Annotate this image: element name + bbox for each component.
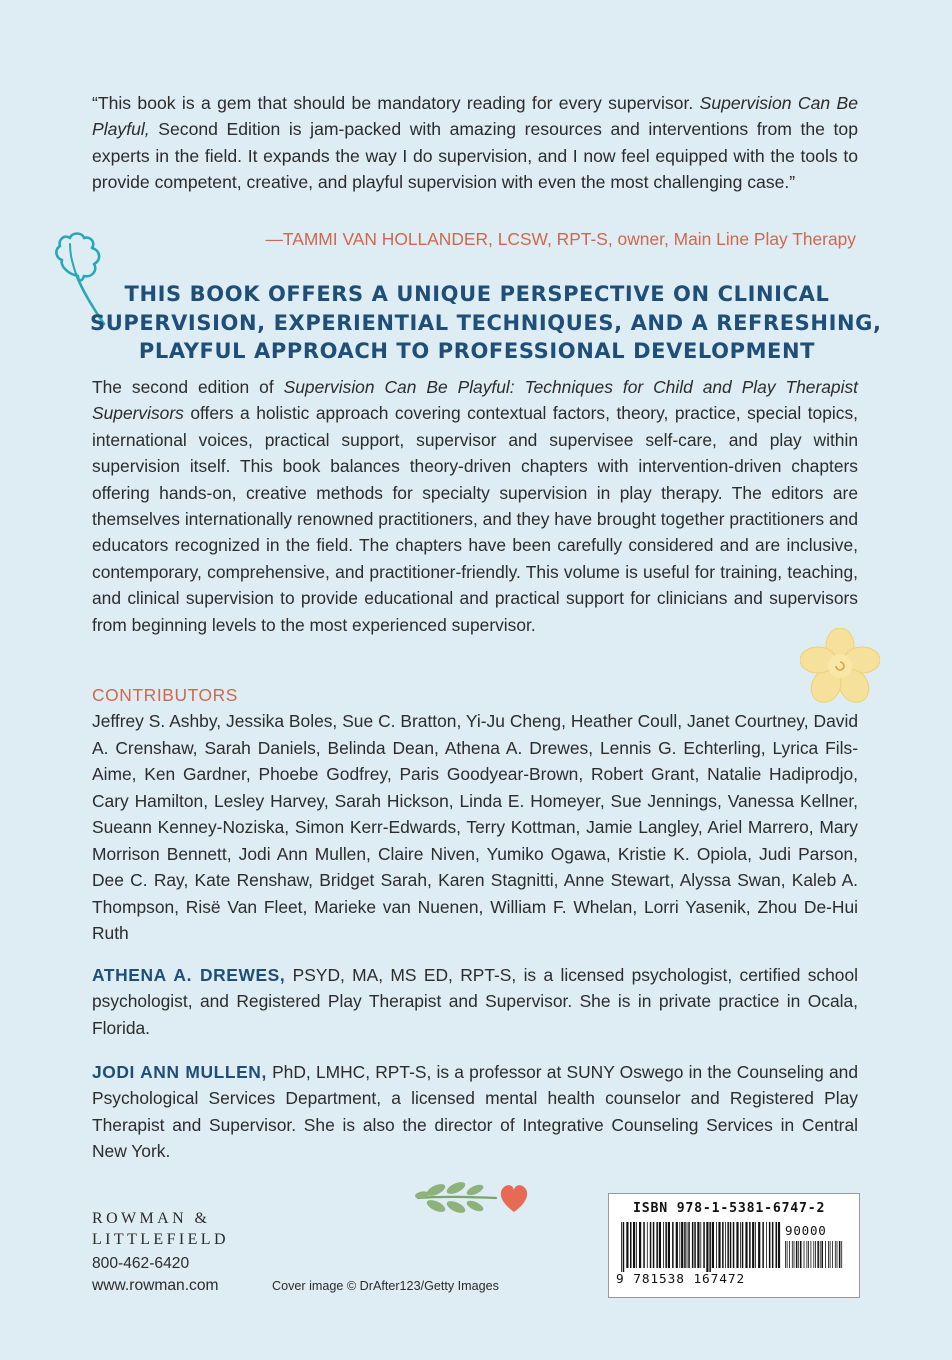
barcode-bar [736,1222,738,1268]
publisher-website: www.rowman.com [92,1277,219,1294]
barcode-bar [837,1241,838,1268]
quote-part1: “This book is a gem that should be mandatory reading for every supervisor. [92,93,694,113]
barcode-bar [742,1222,744,1268]
headline-line-2: SUPERVISION, EXPERIENTIAL TECHNIQUES, AND A REFRESHING, [90,310,882,335]
barcode-bar [789,1241,790,1268]
quote-part2: Second Edition is jam-packed with amazing resources and interventions from the top experts in the field. It expands the way I do supervision, and I now feel equipped with the tools to provide competent, creative, and playful supervision with even the most challenging case.” [92,119,858,193]
barcode-main [621,1222,781,1272]
barcode-bar [796,1241,798,1268]
barcode-bar [804,1241,805,1268]
barcode-bar [679,1222,680,1268]
cover-credit: Cover image © DrAfter123/Getty Images [272,1279,499,1293]
barcode-bar [706,1222,708,1272]
barcode-bar [733,1222,735,1268]
barcode-bar [626,1222,628,1268]
headline [90,280,882,366]
barcode-bar [647,1222,648,1268]
headline-line-3: PLAYFUL APPROACH TO PROFESSIONAL DEVELOPMENT [138,339,816,363]
barcode-bar [665,1222,667,1268]
quote-attribution: —TAMMI VAN HOLLANDER, LCSW, RPT-S, owner, Main Line Play Therapy [265,229,856,249]
barcode-bar [672,1222,674,1268]
barcode-bar [740,1222,741,1268]
barcode-bar [653,1222,655,1268]
barcode-bar [769,1222,771,1268]
barcode-bar [630,1222,632,1268]
barcode-bar [822,1241,824,1268]
description [92,374,858,638]
barcode-bar [758,1222,760,1268]
description-part1: The second edition of [92,377,274,397]
barcode-bar [659,1222,661,1268]
barcode-bar [722,1222,724,1268]
barcode-bar [841,1241,842,1268]
publisher-logo [92,1208,229,1250]
branch-heart-icon [414,1176,536,1222]
barcode-bar [825,1241,826,1268]
barcode-bar [621,1222,622,1272]
barcode-bar [656,1222,658,1268]
barcode-bar [828,1241,829,1268]
barcode-bar [681,1222,683,1268]
barcode-bar [830,1241,831,1268]
barcode-bar [730,1222,732,1268]
barcode-bar [813,1241,814,1268]
barcode-bar [794,1241,795,1268]
barcode-bar [725,1222,726,1268]
barcode-bar [800,1241,802,1268]
barcode-bar [752,1222,754,1268]
barcode-bar [636,1222,637,1268]
barcode-bar [749,1222,751,1268]
bio-mullen [92,1059,858,1165]
barcode-bar [745,1222,747,1268]
barcode-bar [700,1222,701,1268]
headline-line-1: THIS BOOK OFFERS A UNIQUE PERSPECTIVE ON CLINICAL [124,282,830,306]
endorsement-quote [92,90,858,196]
barcode-bar [839,1241,841,1268]
barcode-bar [832,1241,833,1268]
publisher-line-1: ROWMAN & [92,1210,211,1227]
description-part2: offers a holistic approach covering contextual factors, theory, practice, special topics, international voices, practical support, supervisor and supervisee self-care, and play within supervision itself. This book balances theory-driven chapters with intervention-driven chapters offering hands-on, creative methods for specialty supervision in play therapy. The editors are themselves internationally renowned practitioners, and they have brought together practitioners and educators recognized in the field. The chapters have been carefully considered and are inclusive, contemporary, comprehensive, and practitioner-friendly. This volume is useful for training, teaching, and clinical supervision to provide educational and practical support for clinicians and supervisors from beginning levels to the most experienced supervisor. [92,403,858,635]
barcode-bar [692,1222,694,1268]
barcode-bar [820,1241,821,1268]
barcode-bar [663,1222,664,1268]
publisher-line-2: LITTLEFIELD [92,1231,229,1248]
barcode-digits: 9 781538 167472 [616,1272,746,1287]
barcode-bar [633,1222,635,1268]
barcode-bar [709,1222,711,1272]
barcode-bar [668,1222,670,1268]
barcode-bar [766,1222,767,1268]
barcode-bar [808,1241,809,1268]
barcode-bar [687,1222,688,1268]
barcode-bar [755,1222,756,1268]
contributors-list: Jeffrey S. Ashby, Jessika Boles, Sue C. Bratton, Yi-Ju Cheng, Heather Coull, Janet Courtney, David A. Crenshaw, Sarah Daniels, Belinda Dean, Athena A. Drewes, Lennis G. Echterling, Lyrica Fils-Aime, Ken Gardner, Phoebe Godfrey, Paris Goodyear-Brown, Robert Grant, Natalie Hadiprodjo, Cary Hamilton, Lesley Harvey, Sarah Hickson, Linda E. Homeyer, Sue Jennings, Vanessa Kellner, Sueann Kenney-Noziska, Simon Kerr-Edwards, Terry Kottman, Jamie Langley, Ariel Marrero, Mary Morrison Bennett, Jodi Ann Mullen, Claire Niven, Yumiko Ogawa, Kristie K. Opiola, Judi Parson, Dee C. Ray, Kate Renshaw, Bridget Sarah, Karen Stagnitti, Anne Stewart, Alyssa Swan, Kaleb A. Thompson, Risë Van Fleet, Marieke van Nuenen, William F. Whelan, Lorri Yasenik, Zhou De-Hui Ruth [92,711,858,943]
barcode-bar [688,1222,690,1268]
barcode-bar [643,1222,645,1268]
barcode-bar [778,1222,780,1268]
barcode-bar [787,1241,788,1268]
barcode-bar [623,1222,625,1272]
barcode-bar [716,1222,717,1268]
barcode-bar [815,1241,816,1268]
bio-text: PhD, LMHC, RPT-S, is a professor at SUNY Oswego in the Counseling and Psychological Services Department, a licensed mental health counselor and Registered Play Therapist and Supervisor. She is also the director of Integrative Counseling Services in Central New York. [92,1062,858,1162]
barcode-bar [650,1222,652,1268]
barcode-bar [712,1222,714,1268]
barcode-bar [835,1241,836,1268]
barcode-bar [703,1222,705,1268]
bio-text: PSYD, MA, MS ED, RPT-S, is a licensed psychologist, certified school psychologist, and Registered Play Therapist and Supervisor. She is in private practice in Ocala, Florida. [92,965,858,1038]
barcode-bar [792,1241,793,1268]
barcode-bar [697,1222,699,1268]
barcode-addon-digits: 90000 [785,1223,827,1238]
quote-book-title: Supervision Can Be Playful, [92,93,858,140]
barcode-bar [639,1222,641,1268]
publisher-phone: 800-462-6420 [92,1255,190,1272]
isbn-label: ISBN 978-1-5381-6747-2 [633,1201,826,1216]
barcode-bar [807,1241,808,1268]
bio-drewes [92,962,858,1041]
barcode-bar [772,1222,774,1268]
barcode-bar [684,1222,686,1268]
description-book-title: Supervision Can Be Playful: Techniques for Child and Play Therapist Supervisors [92,377,858,424]
barcode-bar [762,1222,764,1268]
contributors-heading: CONTRIBUTORS [92,685,239,705]
barcode-bar [811,1241,812,1268]
barcode-bar [817,1241,819,1268]
barcode-bar [694,1222,696,1268]
bio-name: JODI ANN MULLEN, [92,1062,267,1082]
barcode-bar [718,1222,720,1268]
barcode-bar [676,1222,678,1268]
bio-name: ATHENA A. DREWES, [92,965,286,985]
barcode-bar [798,1241,799,1268]
barcode-bar [776,1222,778,1268]
barcode-bar [727,1222,729,1268]
flower-icon [800,628,880,704]
barcode-addon [785,1241,843,1272]
barcode-bar [785,1241,786,1268]
